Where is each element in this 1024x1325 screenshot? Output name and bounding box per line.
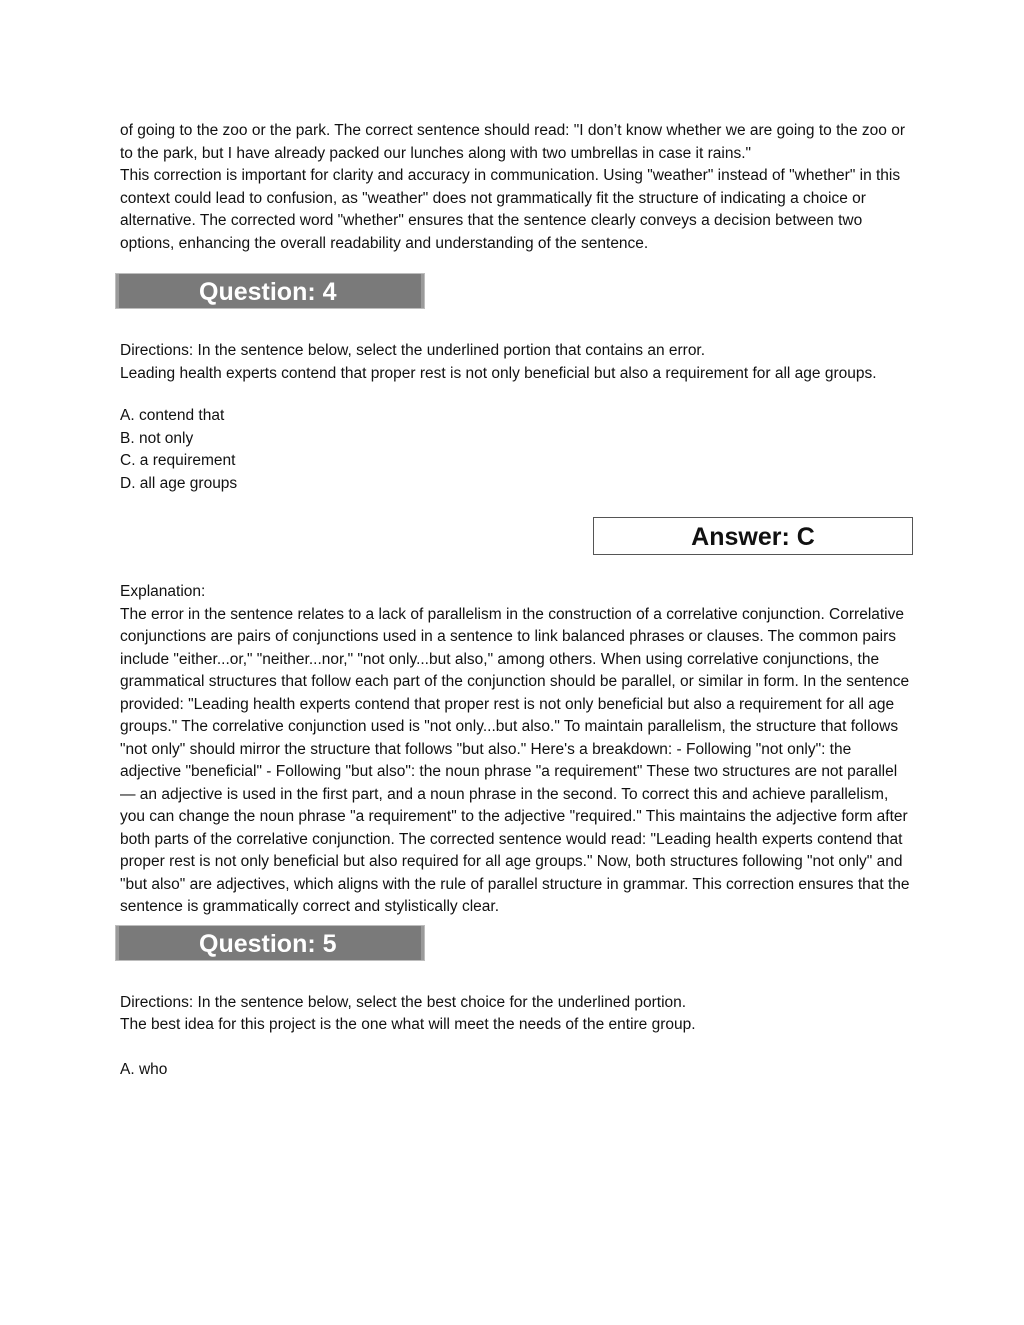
question-4-option-b: B. not only	[120, 429, 194, 447]
question-4-option-c: C. a requirement	[120, 452, 236, 469]
question-4-directions: Directions: In the sentence below, select the underlined portion that contains an error.	[120, 342, 706, 359]
question-5-directions: Directions: In the sentence below, select the best choice for the underlined portion.	[120, 993, 687, 1011]
previous-explanation-text: of going to the zoo or the park. The correct sentence should read: "I don’t know whether we are going to the zoo or to the park, but I have already packed our lunches along with two umbrellas in case it rains."	[120, 122, 905, 162]
document-page	[120, 120, 910, 1081]
question-4-explanation: The error in the sentence relates to a lack of parallelism in the construction of a correlative conjunction. Correlative conjunctions are pairs of conjunctions used in a sentence to link balanced phrases or clauses. The common pairs include "either...or," "neither...nor," "not only...but also," among others. When using correlative conjunctions, the grammatical structures that follow each part of the conjunction should be parallel, or similar in form. In the sentence provided: "Leading health experts contend that proper rest is not only beneficial but also a requirement for all age groups." The correlative conjunction used is "not only...but also." To maintain parallelism, the structure that follows "not only" should mirror the structure that follows "but also." Here's a breakdown: - Following "not only": the adjective "beneficial" - Following "but also": the noun phrase "a requirement" These two structures are not parallel — an adjective is used in the first part, and a noun phrase in the second. To correct this and achieve parallelism, you can change the noun phrase "a requirement" to the adjective "required." This maintains the adjective form after both parts of the correlative conjunction. The corrected sentence would read: "Leading health experts contend that proper rest is not only beneficial but also required for all age groups." Now, both structures following "not only" and "but also" are adjectives, which aligns with the rule of parallel structure in grammar. This correction ensures that the sentence is grammatically correct and stylistically clear.	[120, 605, 910, 915]
explanation-label: Explanation:	[120, 583, 206, 600]
question-4-option-d: D. all age groups	[120, 474, 238, 492]
question-5-option-a: A. who	[120, 1060, 168, 1078]
question-4-heading: Question: 4	[115, 273, 425, 309]
question-5-heading: Question: 5	[115, 925, 425, 961]
question-4-answer-box: Answer: C	[593, 517, 913, 555]
question-5-sentence: The best idea for this project is the one what will meet the needs of the entire group.	[120, 1016, 696, 1033]
question-4-option-a: A. contend that	[120, 407, 225, 424]
previous-explanation-text: This correction is important for clarity and accuracy in communication. Using "weather" instead of "whether" in this context could lead to confusion, as "weather" does not grammatically fit the structure of indicating a choice or alternative. The corrected word "whether" ensures that the sentence clearly conveys a decision between two options, enhancing the overall readability and understanding of the sentence.	[120, 167, 901, 252]
question-4-sentence: Leading health experts contend that proper rest is not only beneficial but also a requirement for all age groups.	[120, 364, 877, 382]
